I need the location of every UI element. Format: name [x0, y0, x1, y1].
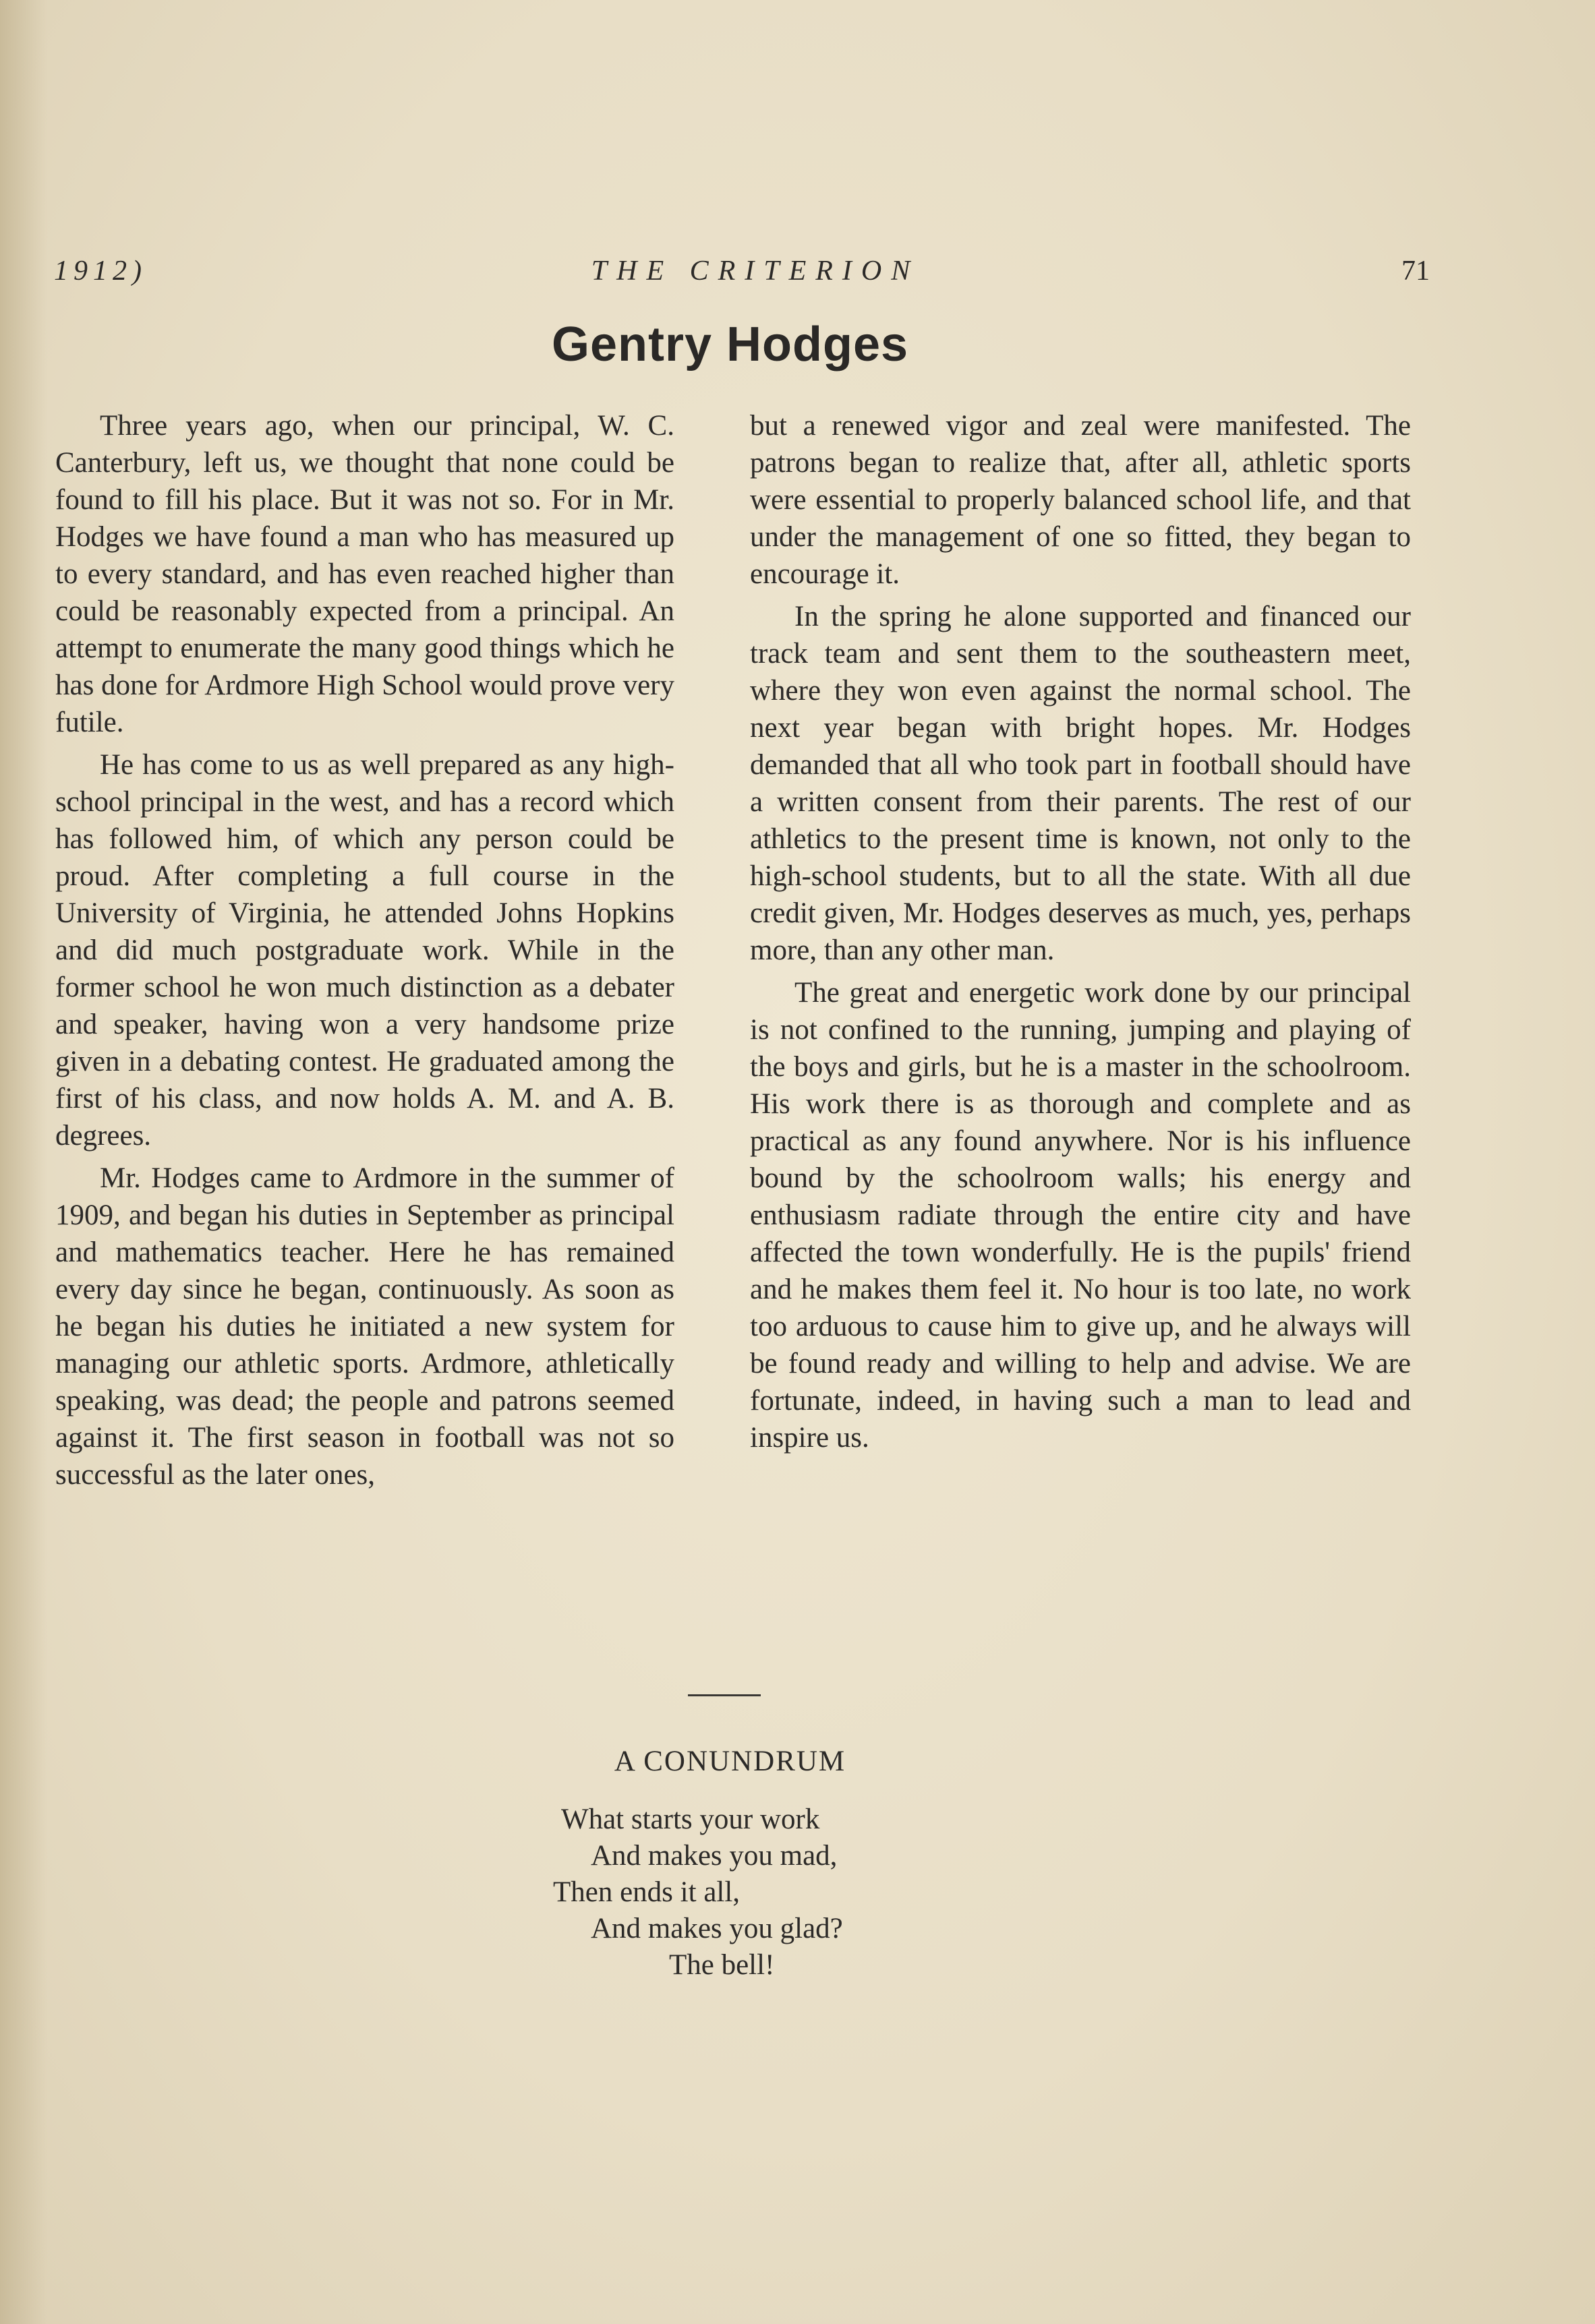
poem-line: Then ends it all, [553, 1876, 741, 1908]
poem-line: What starts your work [561, 1804, 820, 1835]
article-paragraph: Three years ago, when our principal, W. C. Canterbury, left us, we thought that none could be found to fill his place. But it was not so. For in Mr. Hodges we have found a man who has measured up to every standard, and has even reached higher than could be reasonably expected from a principal. An attempt to enumerate the many good things which he has done for Ardmore High School would prove very futile. [55, 410, 674, 738]
poem-line: And makes you mad, [591, 1840, 838, 1872]
article-paragraph: Mr. Hodges came to Ardmore in the summer of 1909, and began his duties in September as principal and mathematics teacher. Here he has remained every day since he began, continuously. As soon as he began his duties he initiated a new system for managing our athletic sports. Ardmore, athletically speaking, was dead; the people and patrons seemed against it. The first season in football was not so successful as the later ones, [55, 1162, 674, 1491]
poem-title: A CONUNDRUM [614, 1746, 846, 1777]
section-divider [688, 1694, 761, 1696]
header-journal-title: THE CRITERION [591, 256, 920, 287]
running-head [54, 255, 1430, 295]
article-paragraph: He has come to us as well prepared as any high-school principal in the west, and has a record which has followed him, of which any person could be proud. After completing a full course in the University of Virginia, he attended Johns Hopkins and did much postgraduate work. While in the former school he won much distinction as a debater and speaker, having won a very handsome prize given in a debating contest. He graduated among the first of his class, and now holds A. M. and A. B. degrees. [55, 749, 674, 1152]
article-paragraph: The great and energetic work done by our principal is not confined to the running, jumping and playing of the boys and girls, but he is a master in the schoolroom. His work there is as thorough and complete and as practical as any found anywhere. Nor is his influence bound by the schoolroom walls; his energy and enthusiasm radiate through the entire city and have affected the town wonderfully. He is the pupils' friend and he makes them feel it. No hour is too late, no work too arduous to cause him to give up, and he always will be found ready and willing to help and advise. We are fortunate, indeed, in having such a man to lead and inspire us. [750, 977, 1411, 1454]
poem-line: And makes you glad? [591, 1913, 843, 1944]
header-year: 1912) [54, 256, 147, 287]
page-number: 71 [1401, 256, 1430, 287]
article-right-column [750, 407, 1411, 1462]
poem-line: The bell! [669, 1949, 775, 1981]
article-paragraph: but a renewed vigor and zeal were manifested. The patrons began to realize that, after all, athletic sports were essential to properly balanced school life, and that under the management of one so fitted, they began to encourage it. [750, 410, 1411, 590]
article-paragraph: In the spring he alone supported and financed our track team and sent them to the southeastern meet, where they won even against the normal school. The next year began with bright hopes. Mr. Hodges demanded that all who took part in football should have a written consent from their parents. The rest of our athletics to the present time is known, not only to the high-school students, but to all the state. With all due credit given, Mr. Hodges deserves as much, yes, perhaps more, than any other man. [750, 601, 1411, 966]
poem [553, 1801, 843, 1984]
article-title: Gentry Hodges [551, 318, 909, 371]
article-left-column [55, 407, 674, 1499]
